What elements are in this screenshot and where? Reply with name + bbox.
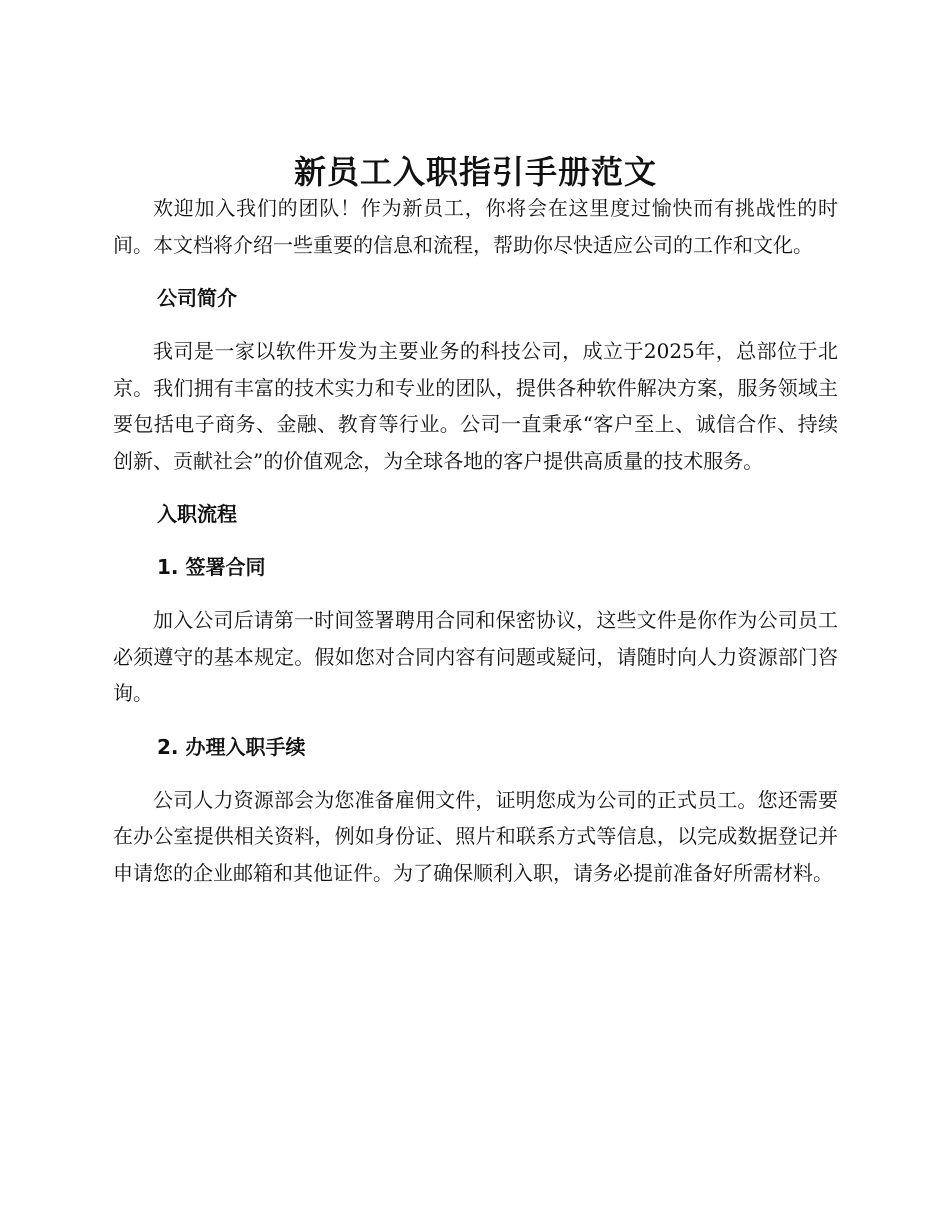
section-heading-onboarding-process: 入职流程	[157, 502, 237, 526]
section-heading-onboarding-procedures: 2. 办理入职手续	[157, 734, 306, 759]
company-profile-paragraph: 我司是一家以软件开发为主要业务的科技公司，成立于2025年，总部位于北京。我们拥有丰富的技术实力和专业的团队，提供各种软件解决方案，服务领域主要包括电子商务、金融、教育等行业。公司一直秉承“客户至上、诚信合作、持续创新、贡献社会”的价值观念，为全球各地的客户提供高质量的技术服务。	[113, 339, 838, 473]
onboarding-procedures-paragraph: 公司人力资源部会为您准备雇佣文件，证明您成为公司的正式员工。您还需要在办公室提供相关资料，例如身份证、照片和联系方式等信息，以完成数据登记并申请您的企业邮箱和其他证件。为了确保顺利入职，请务必提前准备好所需材料。	[113, 787, 838, 885]
section-heading-company-profile: 公司简介	[157, 286, 237, 310]
document-title: 新员工入职指引手册范文	[293, 153, 657, 191]
section-heading-sign-contract: 1. 签署合同	[157, 555, 266, 579]
intro-paragraph: 欢迎加入我们的团队！作为新员工，你将会在这里度过愉快而有挑战性的时间。本文档将介绍一些重要的信息和流程，帮助你尽快适应公司的工作和文化。	[113, 196, 838, 257]
sign-contract-paragraph: 加入公司后请第一时间签署聘用合同和保密协议，这些文件是你作为公司员工必须遵守的基本规定。假如您对合同内容有问题或疑问，请随时向人力资源部门咨询。	[113, 608, 838, 705]
